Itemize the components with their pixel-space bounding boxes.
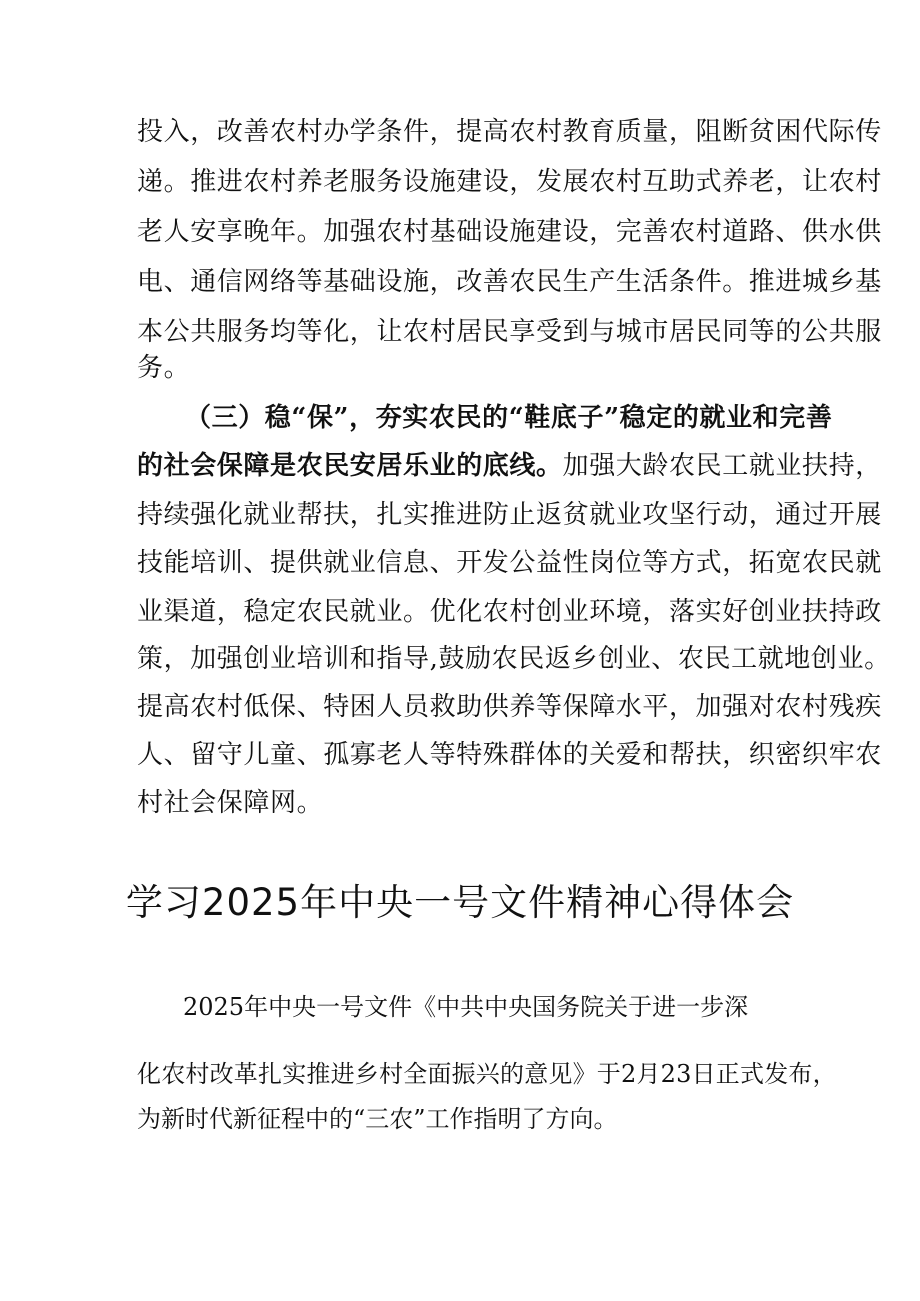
article-title: 学习2025年中央一号文件精神心得体会	[125, 881, 795, 924]
paragraph-line: 电、通信网络等基础设施，改善农民生产生活条件。推进城乡基	[137, 267, 882, 297]
intro-line: 2025年中央一号文件《中共中央国务院关于进一步深	[183, 993, 749, 1021]
paragraph-line: 人、留守儿童、孤寡老人等特殊群体的关爱和帮扶，织密织牢农	[137, 740, 882, 770]
paragraph-line: 本公共服务均等化，让农村居民享受到与城市居民同等的公共服	[137, 317, 882, 347]
paragraph-text: 加强大龄农民工就业扶持，	[562, 451, 882, 481]
paragraph-line: 务。	[137, 353, 191, 383]
section-heading-continued: 的社会保障是农民安居乐业的底线。	[137, 451, 563, 481]
paragraph-line: 业渠道，稳定农民就业。优化农村创业环境，落实好创业扶持政	[137, 597, 882, 627]
intro-line: 为新时代新征程中的“三农”工作指明了方向。	[137, 1105, 618, 1133]
paragraph-line: 持续强化就业帮扶，扎实推进防止返贫就业攻坚行动，通过开展	[137, 500, 882, 530]
paragraph-line: 投入，改善农村办学条件，提高农村教育质量，阻断贫困代际传	[137, 117, 882, 147]
intro-line: 化农村改革扎实推进乡村全面振兴的意见》于2月23日正式发布，	[137, 1060, 837, 1088]
paragraph-line: 村社会保障网。	[137, 788, 324, 818]
paragraph-line: 策，加强创业培训和指导,鼓励农民返乡创业、农民工就地创业。	[137, 644, 891, 674]
paragraph-line: 老人安享晚年。加强农村基础设施建设，完善农村道路、供水供	[137, 217, 882, 247]
section-heading: （三）稳“保”，夯实农民的“鞋底子”稳定的就业和完善	[185, 403, 833, 433]
paragraph-line: 技能培训、提供就业信息、开发公益性岗位等方式，拓宽农民就	[137, 548, 882, 578]
paragraph-line	[137, 450, 882, 482]
paragraph-line: 提高农村低保、特困人员救助供养等保障水平，加强对农村残疾	[137, 692, 882, 722]
paragraph-line: 递。推进农村养老服务设施建设，发展农村互助式养老，让农村	[137, 167, 882, 197]
